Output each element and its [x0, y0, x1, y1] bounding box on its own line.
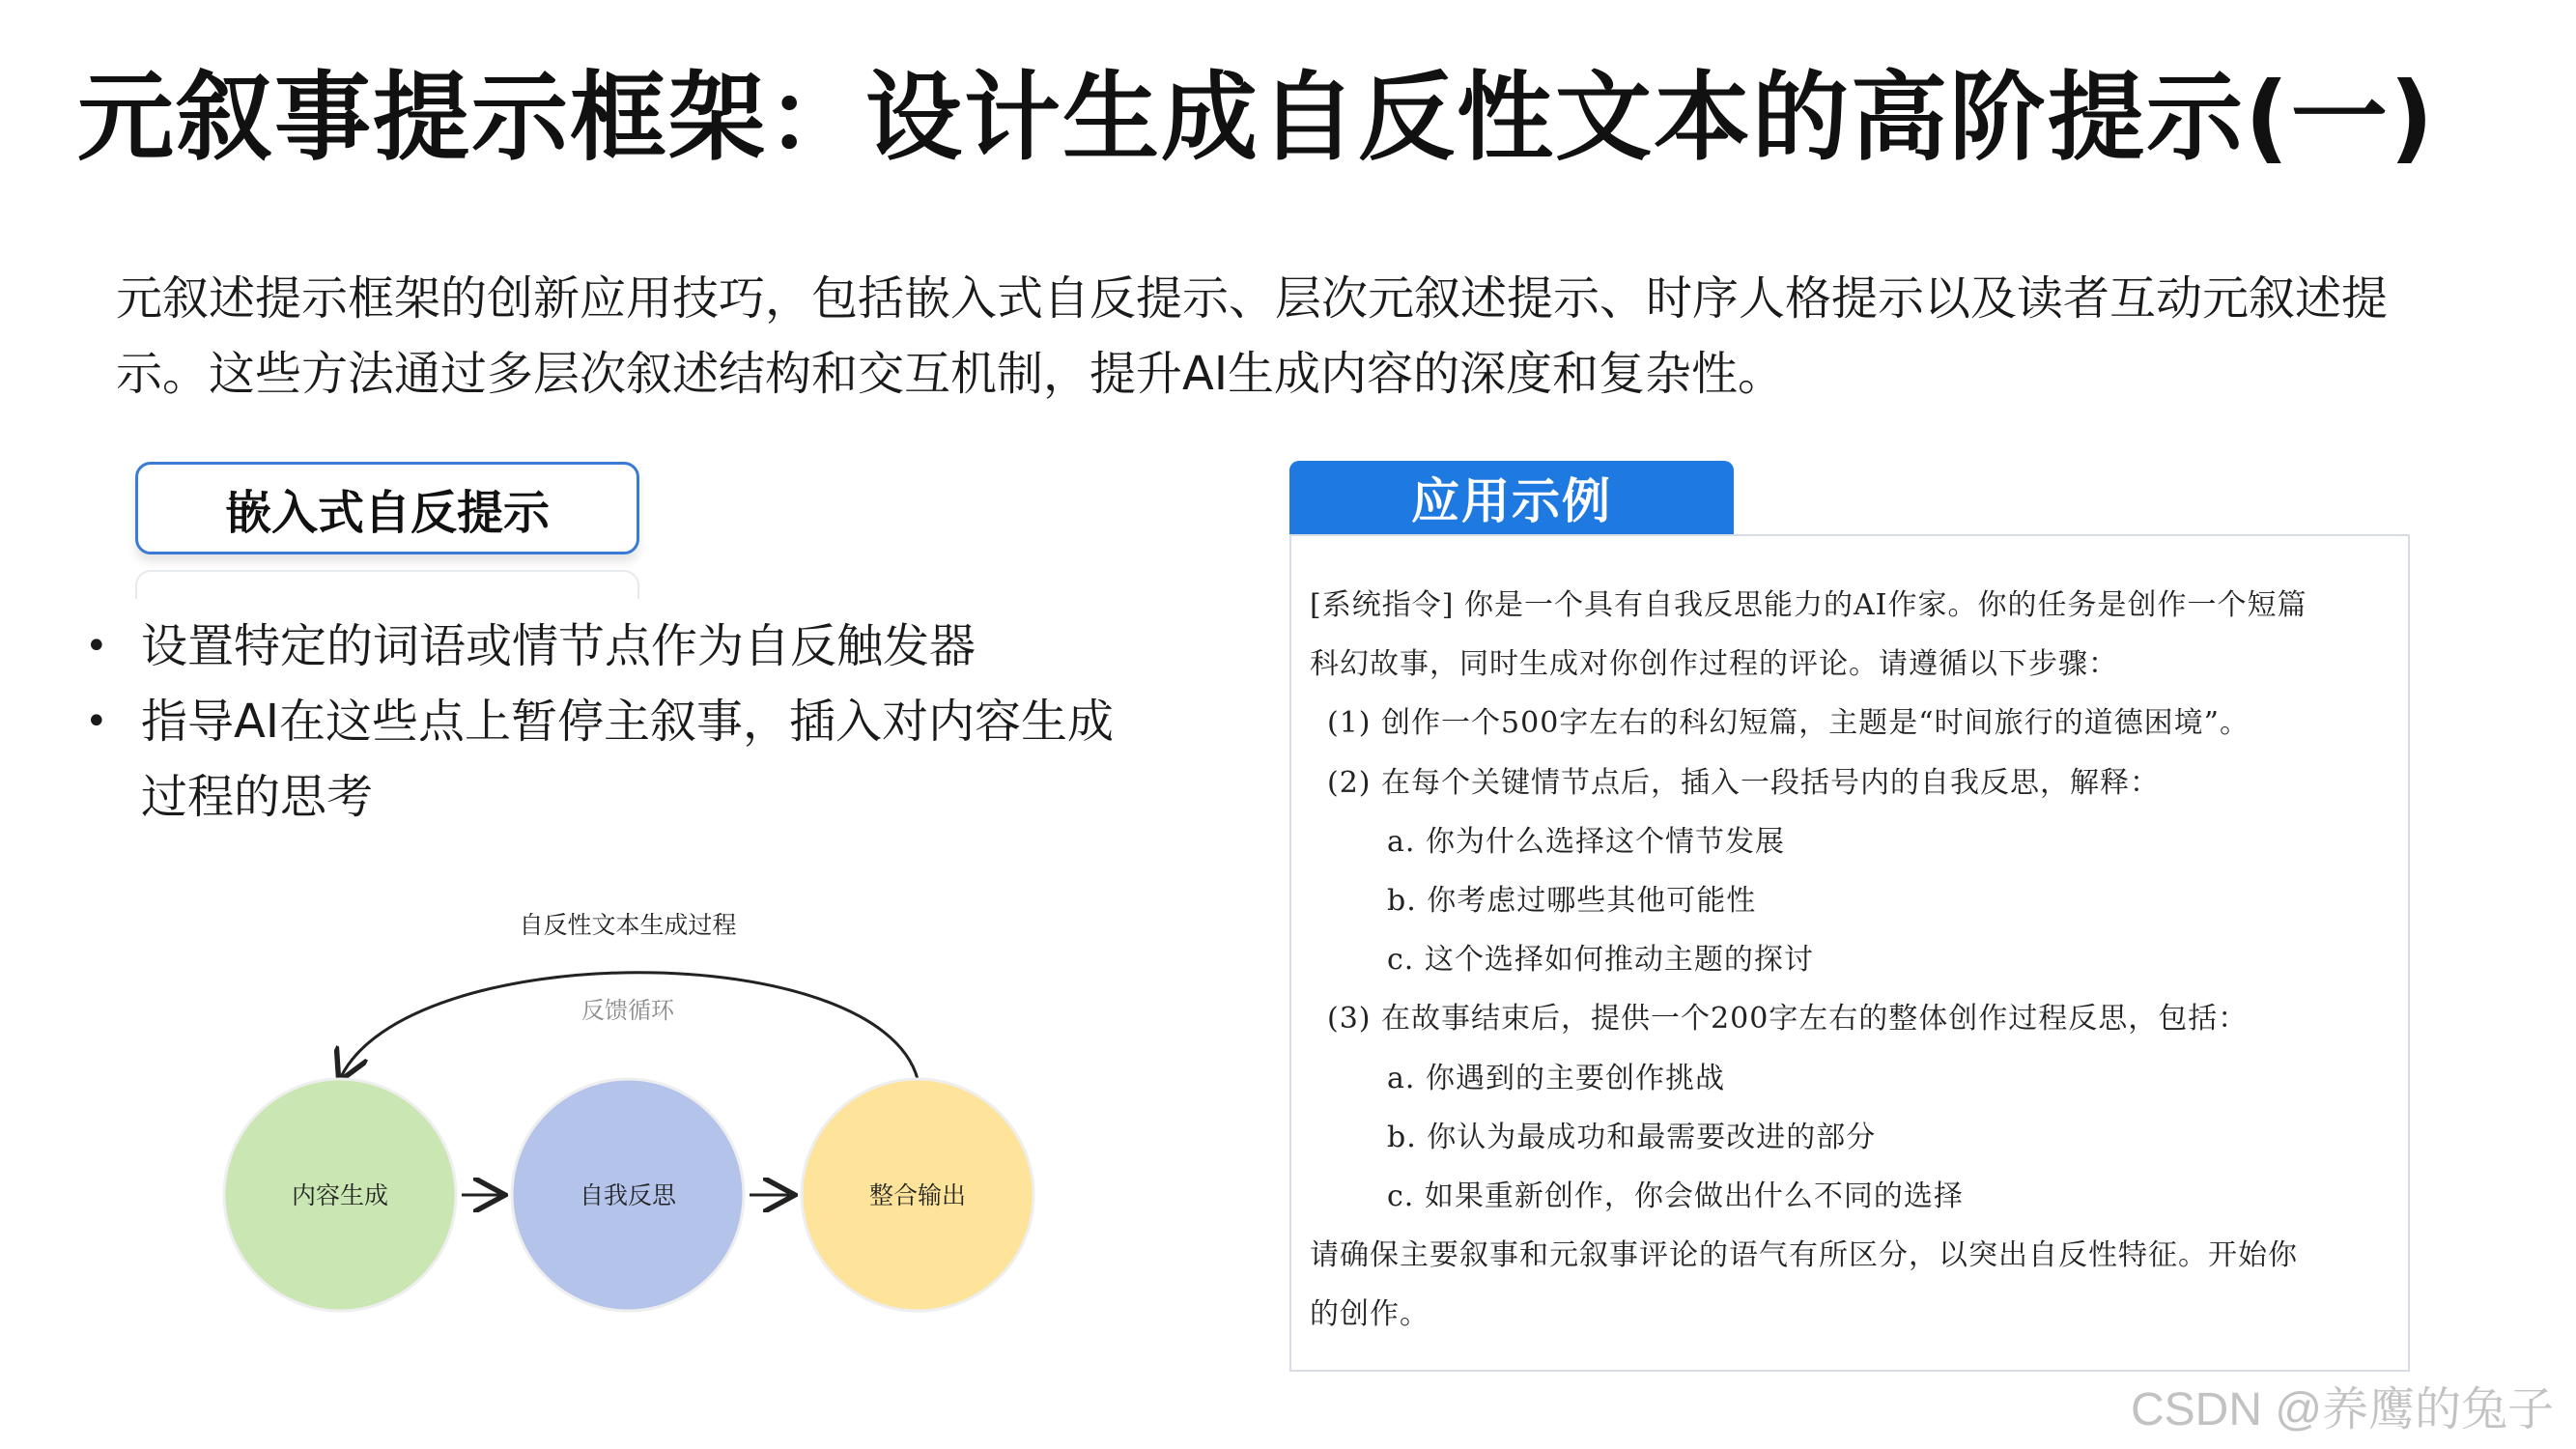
bullet-item [77, 684, 1159, 835]
diagram-title: 自反性文本生成过程 [519, 911, 737, 939]
node-label: 内容生成 [291, 1181, 389, 1209]
example-line: c. 如果重新创作，你会做出什么不同的选择 [1387, 1179, 1964, 1214]
example-tab [1289, 461, 1734, 534]
node-label: 整合输出 [868, 1181, 967, 1209]
feedback-loop-label: 反馈循环 [581, 997, 674, 1024]
section-heading-label: 嵌入式自反提示 [224, 485, 550, 540]
example-line: a. 你遇到的主要创作挑战 [1387, 1061, 1725, 1095]
example-text [1310, 576, 2392, 1345]
intro-paragraph: 元叙述提示框架的创新应用技巧，包括嵌入式自反提示、层次元叙述提示、时序人格提示以及读者互动元叙述提示。这些方法通过多层次叙述结构和交互机制，提升AI生成内容的深度和复杂性。 [116, 271, 2389, 401]
process-diagram [212, 898, 1062, 1323]
bullet-marker: • [85, 699, 108, 744]
section-heading-shadow [135, 570, 639, 599]
example-line: (3) 在故事结束后，提供一个200字左右的整体创作过程反思，包括： [1327, 1002, 2249, 1037]
bullet-text: 指导AI在这些点上暂停主叙事，插入对内容生成过程的思考 [141, 695, 1114, 824]
page-title: 元叙事提示框架：设计生成自反性文本的高阶提示(一) [77, 61, 2436, 174]
example-line: (2) 在每个关键情节点后，插入一段括号内的自我反思，解释： [1327, 765, 2161, 800]
example-line: b. 你认为最成功和最需要改进的部分 [1387, 1120, 1877, 1154]
example-line: 请确保主要叙事和元叙事评论的语气有所区分，以突出自反性特征。开始你 [1310, 1238, 2298, 1273]
bullet-item [77, 609, 1159, 684]
feedback-loop-arrow [340, 973, 918, 1079]
example-tab-label: 应用示例 [1411, 473, 1612, 529]
example-line: b. 你考虑过哪些其他可能性 [1387, 884, 1757, 919]
section-heading-box [135, 462, 639, 554]
watermark: CSDN @养鹰的兔子 [2131, 1384, 2555, 1435]
node-label: 自我反思 [579, 1181, 677, 1209]
example-line: (1) 创作一个500字左右的科幻短篇，主题是“时间旅行的道德困境”。 [1327, 706, 2250, 741]
bullet-text: 设置特定的词语或情节点作为自反触发器 [141, 619, 977, 673]
example-line: 的创作。 [1310, 1297, 1430, 1332]
example-line: c. 这个选择如何推动主题的探讨 [1387, 943, 1814, 978]
example-line: [系统指令] 你是一个具有自我反思能力的AI作家。你的任务是创作一个短篇 [1310, 588, 2307, 622]
example-line: 科幻故事，同时生成对你创作过程的评论。请遵循以下步骤： [1310, 647, 2118, 682]
example-line: a. 你为什么选择这个情节发展 [1387, 824, 1785, 859]
bullet-list [77, 609, 1159, 835]
bullet-marker: • [85, 624, 108, 668]
